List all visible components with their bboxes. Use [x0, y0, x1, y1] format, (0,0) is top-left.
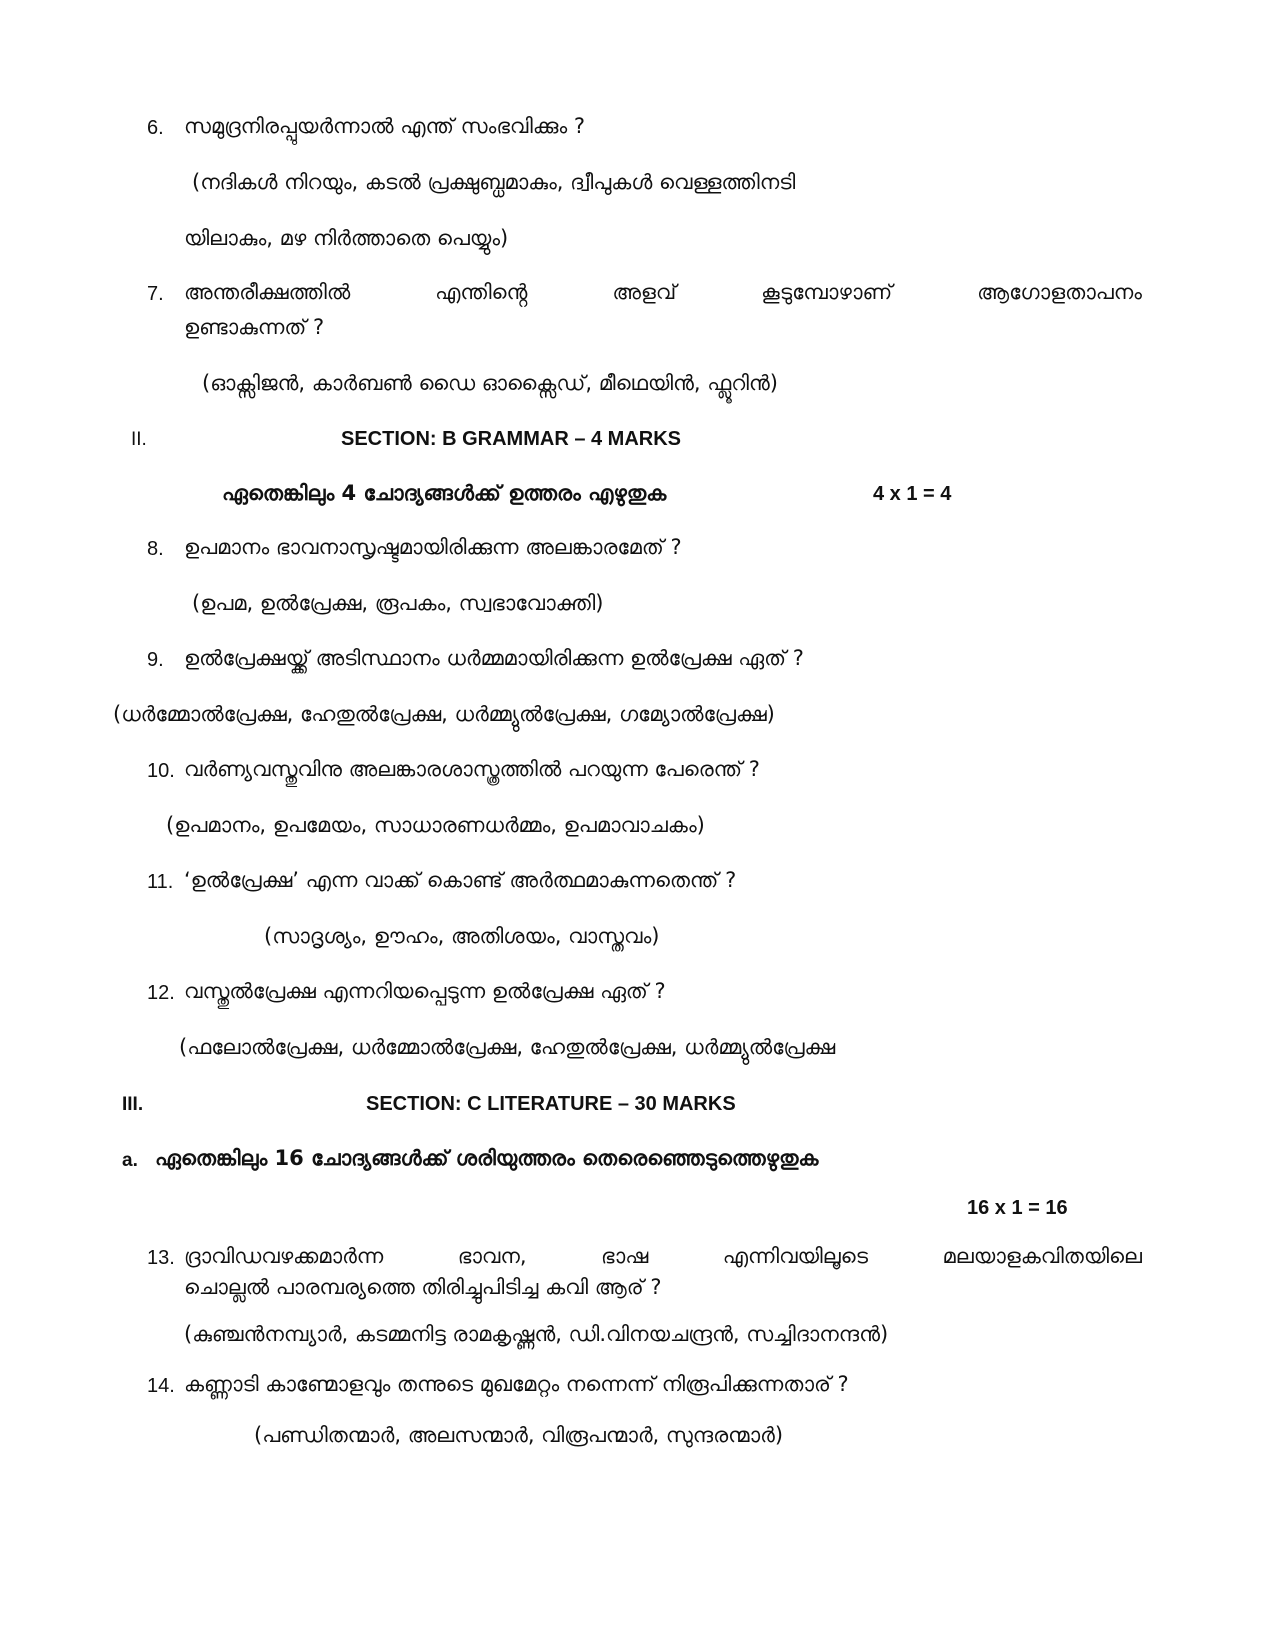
- answer-options-continued: യിലാകും, മഴ നിർത്താതെ പെയ്യും): [184, 226, 509, 250]
- question-text: ‘ഉൽപ്രേക്ഷ’ എന്ന വാക്ക് കൊണ്ട് അർത്ഥമാകുന്നതെന്ത് ?: [184, 868, 737, 892]
- question-word: മലയാളകവിതയിലെ: [942, 1244, 1142, 1268]
- answer-options: (ഓക്സിജൻ, കാർബൺ ഡൈ ഓക്സൈഡ്, മീഥെയിൻ, ഫ്ലൂറിൻ): [202, 371, 778, 395]
- subsection-label: a.: [122, 1150, 138, 1171]
- question-number: 12.: [147, 982, 175, 1004]
- question-text-continued: ഉണ്ടാകുന്നത് ?: [184, 315, 325, 339]
- section-marks: 4 x 1 = 4: [873, 483, 952, 505]
- section-roman-numeral: II.: [131, 429, 147, 450]
- question-word: അളവ്: [612, 280, 677, 304]
- section-instruction: ഏതെങ്കിലും 4 ചോദ്യങ്ങൾക്ക് ഉത്തരം എഴുതുക: [222, 481, 667, 505]
- question-text: വർണ്യവസ്തുവിനു അലങ്കാരശാസ്ത്രത്തിൽ പറയുന്ന പേരെന്ത് ?: [184, 757, 760, 781]
- question-text: കണ്ണാടി കാണ്മോളവും തന്നുടെ മുഖമേറ്റം നന്നെന്ന് നിരൂപിക്കുന്നതാര് ?: [184, 1372, 849, 1396]
- answer-options: (ഫലോൽപ്രേക്ഷ, ധർമ്മോൽപ്രേക്ഷ, ഹേതുൽപ്രേക്ഷ, ധർമ്മ്യുൽപ്രേക്ഷ: [179, 1035, 836, 1059]
- answer-options: (പണ്ഡിതന്മാർ, അലസന്മാർ, വിരൂപന്മാർ, സുന്ദരന്മാർ): [254, 1423, 784, 1447]
- question-text-continued: ചൊല്ലൽ പാരമ്പര്യത്തെ തിരിച്ചുപിടിച്ച കവി ആര് ?: [184, 1275, 662, 1299]
- question-number: 13.: [147, 1247, 175, 1269]
- question-text: ഉപമാനം ഭാവനാസൃഷ്ടമായിരിക്കുന്ന അലങ്കാരമേത് ?: [184, 535, 682, 559]
- question-number: 9.: [147, 649, 164, 671]
- question-word: ഭാവന,: [457, 1244, 527, 1268]
- question-word: എന്നിവയിലൂടെ: [722, 1244, 869, 1268]
- question-word: ആഗോളതാപനം: [977, 280, 1142, 304]
- question-text: [184, 1242, 1142, 1270]
- question-text: സമുദ്രനിരപ്പുയർന്നാൽ എന്ത് സംഭവിക്കും ?: [184, 114, 586, 138]
- question-word: അന്തരീക്ഷത്തിൽ: [184, 280, 351, 304]
- section-title: SECTION: B GRAMMAR – 4 MARKS: [341, 428, 682, 450]
- answer-options: (ഉപമ, ഉൽപ്രേക്ഷ, രൂപകം, സ്വഭാവോക്തി): [192, 591, 604, 615]
- question-number: 7.: [147, 283, 164, 305]
- question-word: ദ്രാവിഡവഴക്കമാർന്ന: [184, 1244, 384, 1268]
- question-number: 11.: [147, 871, 174, 893]
- question-number: 10.: [147, 760, 175, 782]
- question-word: കൂടുമ്പോഴാണ്: [761, 280, 893, 304]
- answer-options: (ഉപമാനം, ഉപമേയം, സാധാരണധർമ്മം, ഉപമാവാചകം): [166, 813, 705, 837]
- question-number: 8.: [147, 538, 164, 560]
- question-text: ഉൽപ്രേക്ഷയ്ക്ക് അടിസ്ഥാനം ധർമ്മമായിരിക്കുന്ന ഉൽപ്രേക്ഷ ഏത് ?: [184, 646, 804, 670]
- section-instruction: ഏതെങ്കിലും 16 ചോദ്യങ്ങൾക്ക് ശരിയുത്തരം തെരെഞ്ഞെടുത്തെഴുതുക: [155, 1146, 819, 1170]
- section-roman-numeral: III.: [122, 1094, 144, 1115]
- answer-options: (നദികൾ നിറയും, കടൽ പ്രക്ഷുബ്ധമാകും, ദ്വീപുകൾ വെള്ളത്തിനടി: [192, 170, 796, 194]
- question-text: [184, 278, 1142, 306]
- section-title: SECTION: C LITERATURE – 30 MARKS: [366, 1093, 736, 1115]
- question-number: 14.: [147, 1375, 175, 1397]
- answer-options: (കുഞ്ചൻനമ്പ്യാർ, കടമ്മനിട്ട രാമകൃഷ്ണൻ, ഡി.വിനയചന്ദ്രൻ, സച്ചിദാനന്ദൻ): [184, 1322, 889, 1346]
- question-word: എന്തിൻ്റെ: [435, 280, 528, 304]
- answer-options: (സാദൃശ്യം, ഊഹം, അതിശയം, വാസ്തവം): [264, 924, 660, 948]
- question-number: 6.: [147, 117, 164, 139]
- answer-options: (ധർമ്മോൽപ്രേക്ഷ, ഹേതുൽപ്രേക്ഷ, ധർമ്മ്യുൽപ്രേക്ഷ, ഗമ്യോൽപ്രേക്ഷ): [113, 702, 775, 726]
- section-marks: 16 x 1 = 16: [967, 1197, 1068, 1219]
- question-word: ഭാഷ: [601, 1244, 649, 1268]
- question-text: വസ്തുൽപ്രേക്ഷ എന്നറിയപ്പെടുന്ന ഉൽപ്രേക്ഷ ഏത് ?: [184, 979, 666, 1003]
